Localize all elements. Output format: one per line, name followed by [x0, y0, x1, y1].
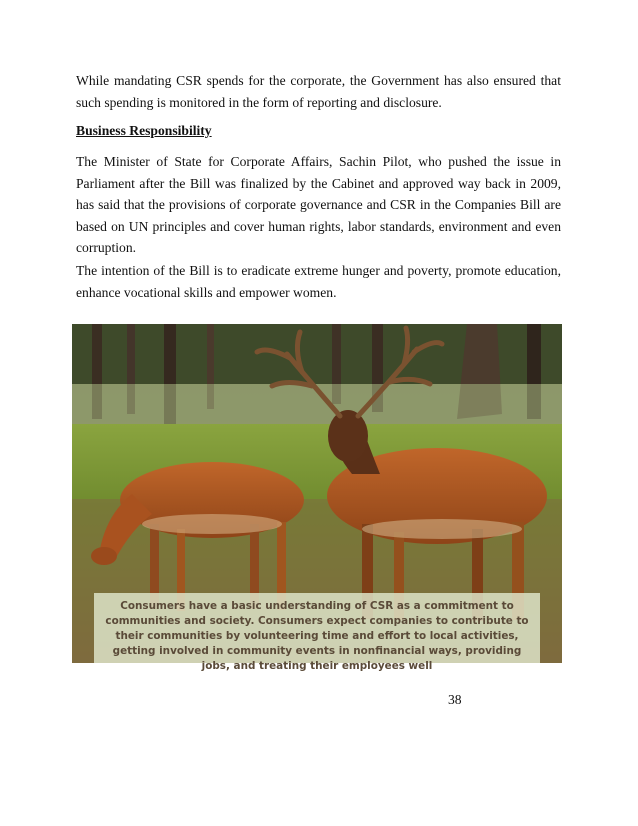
photo-caption: Consumers have a basic understanding of CSR as a commitment to communities and society. Consumers expect companies to contribute to their communities by volunteering time and effort to local activities, getting involved in community events in nonfinancial ways, providing jobs, and treating their employees well [94, 593, 540, 663]
paragraph-intention: The intention of the Bill is to eradicate extreme hunger and poverty, promote education, enhance vocational skills and empower women. [76, 263, 561, 300]
section-heading: Business Responsibility [76, 123, 212, 138]
page-number: 38 [448, 692, 462, 707]
paragraph-intro: While mandating CSR spends for the corporate, the Government has also ensured that such spending is monitored in the form of reporting and disclosure. [76, 73, 561, 110]
deer-photo [72, 324, 562, 672]
deer-photo-illustration [72, 324, 562, 672]
paragraph-minister: The Minister of State for Corporate Affairs, Sachin Pilot, who pushed the issue in Parliament after the Bill was finalized by the Cabinet and approved way back in 2009, has said that the provisions of corporate governance and CSR in the Companies Bill are based on UN principles and cover human rights, labor standards, environment and even corruption. [76, 154, 561, 255]
